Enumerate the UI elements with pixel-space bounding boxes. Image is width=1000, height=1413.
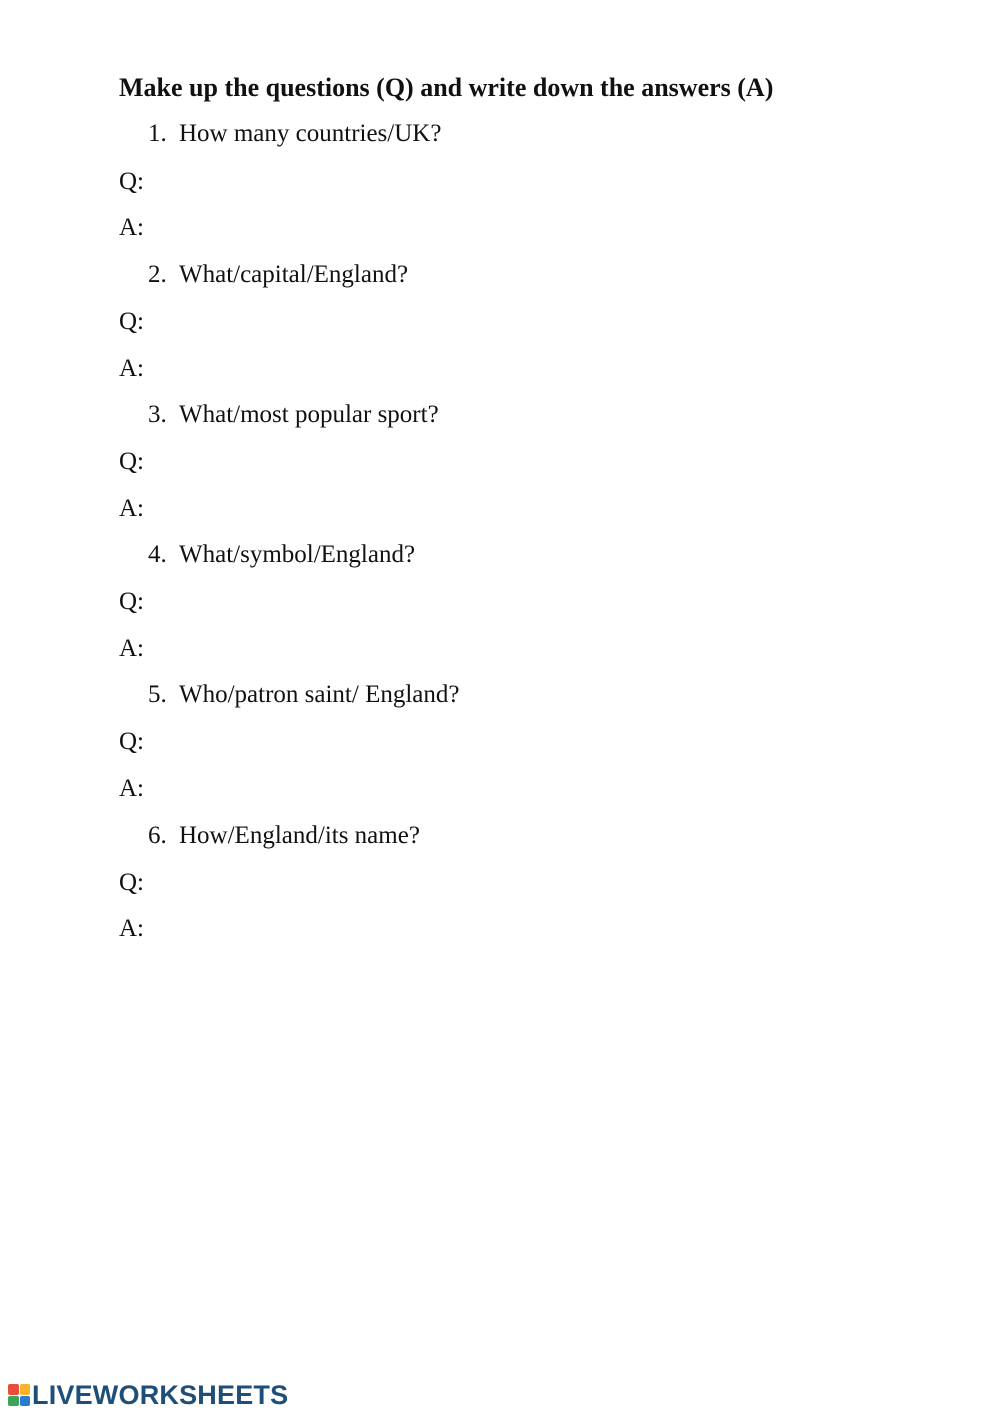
q-answer-line-5: Q: [119, 728, 144, 755]
question-text: What/most popular sport? [179, 401, 439, 428]
logo-blocks-icon [8, 1384, 30, 1406]
question-number: 1. [148, 120, 167, 147]
question-text: How/England/its name? [179, 822, 420, 849]
liveworksheets-logo [8, 1380, 288, 1410]
question-number: 5. [148, 681, 167, 708]
question-prompt-4 [148, 538, 415, 572]
worksheet-title: Make up the questions (Q) and write down the answers (A) [119, 73, 774, 102]
a-answer-line-6: A: [119, 915, 144, 942]
brand-name: LIVEWORKSHEETS [32, 1380, 289, 1410]
question-number: 2. [148, 261, 167, 288]
question-number: 3. [148, 401, 167, 428]
question-number: 4. [148, 541, 167, 568]
question-text: Who/patron saint/ England? [179, 681, 460, 708]
q-answer-line-3: Q: [119, 448, 144, 475]
q-answer-line-2: Q: [119, 308, 144, 335]
question-number: 6. [148, 822, 167, 849]
q-answer-line-1: Q: [119, 168, 144, 195]
question-text: How many countries/UK? [179, 120, 442, 147]
a-answer-line-2: A: [119, 355, 144, 382]
a-answer-line-5: A: [119, 775, 144, 802]
a-answer-line-1: A: [119, 214, 144, 241]
a-answer-line-4: A: [119, 635, 144, 662]
question-prompt-5 [148, 678, 459, 712]
q-answer-line-4: Q: [119, 588, 144, 615]
question-text: What/capital/England? [179, 261, 409, 288]
question-prompt-3 [148, 398, 439, 432]
a-answer-line-3: A: [119, 495, 144, 522]
question-prompt-1 [148, 117, 441, 151]
question-prompt-6 [148, 819, 420, 853]
question-text: What/symbol/England? [179, 541, 416, 568]
q-answer-line-6: Q: [119, 869, 144, 896]
question-prompt-2 [148, 258, 408, 292]
